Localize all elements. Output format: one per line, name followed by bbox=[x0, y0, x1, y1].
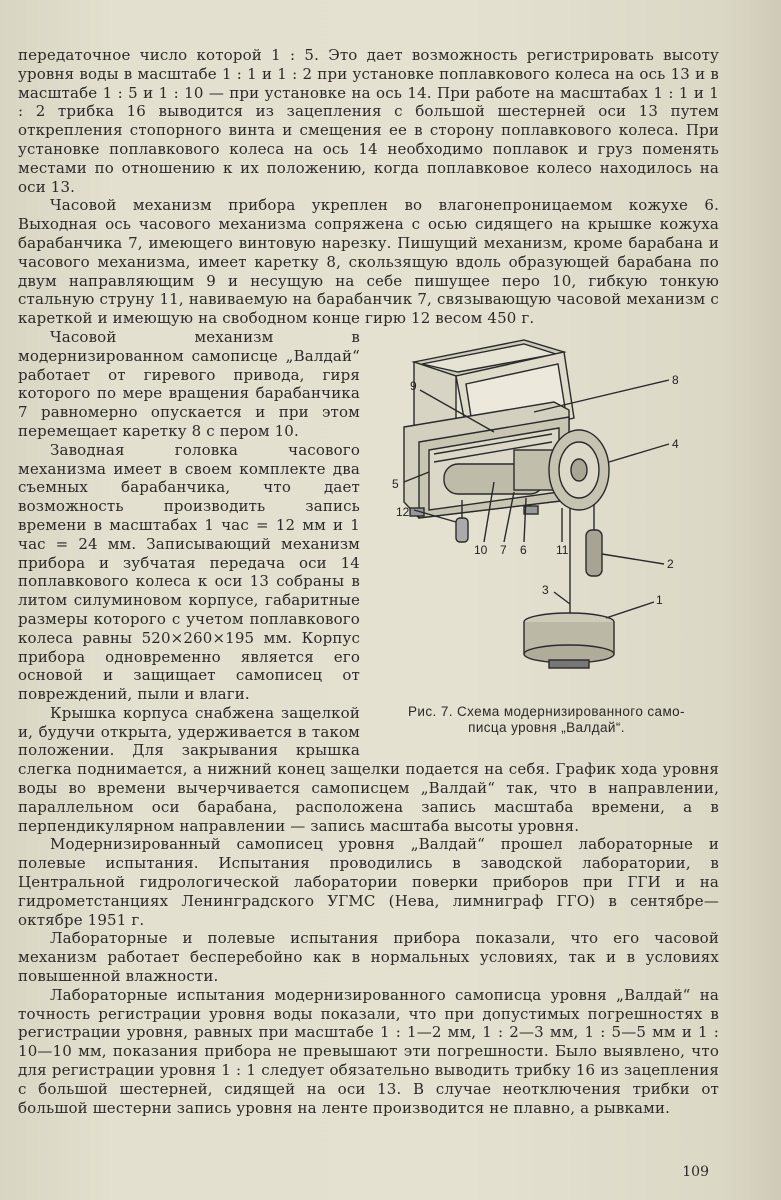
label-6: 6 bbox=[520, 542, 527, 557]
label-3: 3 bbox=[542, 582, 549, 597]
figure-caption bbox=[374, 704, 719, 736]
label-8: 8 bbox=[672, 372, 679, 387]
paragraph-7: Лабораторные и полевые испытания прибора показали, что его часовой механизм работает бесперебойно как в нормальных условиях, так и в условиях повышенной влажности. bbox=[18, 929, 719, 986]
paragraph-6: Модернизированный самописец уровня „Валдай“ прошел лабораторные и полевые испытания. Испытания проводились в заводской лаборатории, в Центральной гидрологической лаборатории поверки приборов при ГГИ и на гидрометстанциях Ленинградского УГМС (Нева, лимниграф ГГО) в сентябре—октябре 1951 г. bbox=[18, 835, 719, 929]
paragraph-3: Часовой механизм в модернизированном самописце „Валдай“ работает от гиревого привода, гиря которого по мере вращения барабанчика 7 равномерно опускается и при этом перемещает каретку 8 с пером 10. bbox=[18, 327, 360, 440]
paragraph-5: Крышка корпуса снабжена защелкой и, будучи открыта, удерживается в таком положении. Для закрывания крышка слегка поднимается, а нижний конец защелки подается на себя. График хода уровня воды во времени вычерчивается самописцем „Валдай“ так, что в направлении, параллельном оси барабана, расположена запись масштаба времени, а в перпендикулярном направлении — запись масштаба высоты уровня. bbox=[18, 703, 719, 835]
label-7: 7 bbox=[500, 542, 507, 557]
caption-line-1: Рис. 7. Схема модернизированного само- bbox=[408, 703, 685, 719]
label-9: 9 bbox=[410, 378, 417, 393]
caption-line-2: писца уровня „Валдай“. bbox=[468, 719, 625, 735]
label-5: 5 bbox=[392, 476, 399, 491]
label-11: 11 bbox=[556, 542, 569, 557]
paragraph-1: передаточное число которой 1 : 5. Это дает возможность регистрировать высоту уровня воды в масштабе 1 : 1 и 1 : 2 при установке поплавкового колеса на ось 13 и в масштабе 1 : 5 и 1 : 10 — при установке на ось 14. При работе на масштабах 1 : 1 и 1 : 2 трибка 16 выводится из зацепления с большой шестерней оси 13 путем открепления стопорного винта и смещения ее в сторону поплавкового колеса. При установке поплавкового колеса на ось 14 необходимо поплавок и груз поменять местами по отношению к их положению, когда поплавковое колесо находилось на оси 13. bbox=[18, 46, 719, 196]
label-12: 12 bbox=[396, 504, 410, 519]
label-2: 2 bbox=[667, 556, 674, 571]
paragraph-4: Заводная головка часового механизма имеет в своем комплекте два съемных барабанчика, что дает возможность производить запись времени в масштабах 1 час = 12 мм и 1 час = 24 мм. Записывающий механизм прибора и зубчатая передача оси 14 поплавкового колеса к оси 13 собраны в литом силуминовом корпусе, габаритные размеры которого с учетом поплавкового колеса равны 520×260×195 мм. Корпус прибора одновременно является его основой и защищает самописец от повреждений, пыли и влаги. bbox=[18, 440, 360, 704]
figure-7 bbox=[374, 332, 719, 737]
paragraph-8: Лабораторные испытания модернизированного самописца уровня „Валдай“ на точность регистрации уровня воды показали, что при допустимых погрешностях в регистрации уровня, равных при масштабе 1 : 1—2 мм, 1 : 2—3 мм, 1 : 5—5 мм и 1 : 10—10 мм, показания прибора не превышают эти погрешности. Было выявлено, что для регистрации уровня 1 : 1 следует обязательно выводить трибку 16 из зацепления с большой шестерней, сидящей на оси 13. В случае неотключения трибки от большой шестерни запись уровня на ленте производится не плавно, а рывками. bbox=[18, 985, 719, 1117]
label-10: 10 bbox=[474, 542, 488, 557]
paragraph-2: Часовой механизм прибора укреплен во влагонепроницаемом кожухе 6. Выходная ось часового механизма сопряжена с осью сидящего на крышке кожуха барабанчика 7, имеющего винтовую нарезку. Пишущий механизм, кроме барабана и часового механизма, имеет каретку 8, скользящую вдоль образующей барабана по двум направляющим 9 и несущую на себе пишущее перо 10, гибкую тонкую стальную струну 11, навиваемую на барабанчик 7, связывающую часовой механизм с кареткой и имеющую на свободном конце гирю 12 весом 450 г. bbox=[18, 196, 719, 328]
label-1: 1 bbox=[656, 592, 663, 607]
page-number: 109 bbox=[682, 1164, 709, 1180]
label-4: 4 bbox=[672, 436, 679, 451]
valdai-recorder-diagram bbox=[374, 332, 719, 702]
